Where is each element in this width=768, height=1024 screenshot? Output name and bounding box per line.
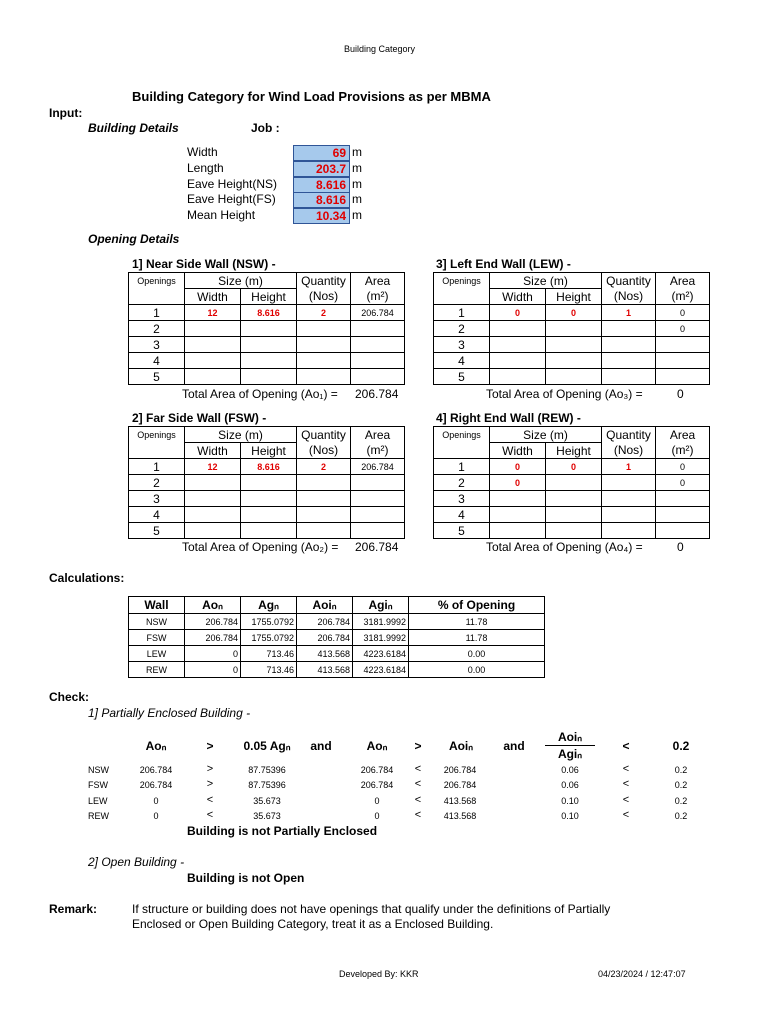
height-cell[interactable]: 8.616 xyxy=(241,459,297,475)
dim-unit: m xyxy=(352,177,362,191)
fsw-openings-table: Openings Size (m) Quantity Area Width Height (Nos) (m²) 1 12 8.616 2 206.784 2 3 4 5 xyxy=(128,426,405,539)
table-row: 2 0 xyxy=(434,321,710,337)
dim-unit: m xyxy=(352,192,362,206)
table-row: 2 xyxy=(129,321,405,337)
table-row: 5 xyxy=(129,369,405,385)
dim-label-length: Length xyxy=(187,161,224,175)
dim-unit: m xyxy=(352,161,362,175)
table-row: 4 xyxy=(129,507,405,523)
table-row: 4 xyxy=(434,353,710,369)
col-m2: (m²) xyxy=(351,289,405,305)
table-row: 4 xyxy=(434,507,710,523)
dim-unit: m xyxy=(352,208,362,222)
table-row: 4 xyxy=(129,353,405,369)
dim-label-mean-height: Mean Height xyxy=(187,208,256,222)
table-row: 1 12 8.616 2 206.784 xyxy=(129,305,405,321)
building-details-label: Building Details xyxy=(88,121,179,135)
wall-title-nsw: 1] Near Side Wall (NSW) - xyxy=(132,257,276,271)
height-cell[interactable]: 0 xyxy=(546,459,602,475)
nsw-openings-table xyxy=(128,272,405,385)
input-label: Input: xyxy=(49,106,83,120)
table-row: 3 xyxy=(129,491,405,507)
total-value-rew: 0 xyxy=(677,540,684,554)
col-area: Area xyxy=(351,273,405,289)
wall-title-rew: 4] Right End Wall (REW) - xyxy=(436,411,581,425)
footer-developer: Developed By: KKR xyxy=(339,969,419,979)
wall-title-fsw: 2] Far Side Wall (FSW) - xyxy=(132,411,267,425)
col-quantity: Quantity xyxy=(297,273,351,289)
col-size: Size (m) xyxy=(185,273,297,289)
page-header: Building Category xyxy=(344,44,416,54)
check-row-wall: FSW xyxy=(88,780,108,790)
eave-height-fs-input[interactable]: 8.616 xyxy=(293,192,350,208)
remark-label: Remark: xyxy=(49,902,98,916)
dim-label-eave-ns: Eave Height(NS) xyxy=(187,177,278,191)
table-row: 3 xyxy=(434,337,710,353)
dim-label-width: Width xyxy=(187,145,218,159)
calc-header: Aoₙ xyxy=(185,597,241,614)
table-row: 5 xyxy=(129,523,405,539)
opening-details-label: Opening Details xyxy=(88,232,180,246)
col-height: Height xyxy=(241,289,297,305)
length-input[interactable]: 203.7 xyxy=(293,161,350,177)
mean-height-input[interactable]: 10.34 xyxy=(293,208,350,224)
calculations-label: Calculations: xyxy=(49,571,125,585)
calculations-table xyxy=(128,596,545,678)
width-cell[interactable]: 0 xyxy=(490,305,546,321)
partially-enclosed-label: 1] Partially Enclosed Building - xyxy=(88,706,251,720)
calc-header: Aoiₙ xyxy=(297,597,353,614)
total-label-nsw: Total Area of Opening (Ao₁) = xyxy=(182,387,338,401)
table-row: 2 xyxy=(129,475,405,491)
dim-unit: m xyxy=(352,145,362,159)
total-label-rew: Total Area of Opening (Ao₄) = xyxy=(486,540,643,554)
calc-header: Agₙ xyxy=(241,597,297,614)
width-cell[interactable]: 0 xyxy=(490,459,546,475)
table-row: FSW 206.784 1755.0792 206.784 3181.9992 11.78 xyxy=(129,630,545,646)
table-row: LEW 0 713.46 413.568 4223.6184 0.00 xyxy=(129,646,545,662)
rew-openings-table: Openings Size (m) Quantity Area Width Height (Nos) (m²) 1 0 0 1 0 2 0 0 3 4 5 xyxy=(433,426,710,539)
calc-header: % of Opening xyxy=(409,597,545,614)
quantity-cell[interactable]: 2 xyxy=(297,305,351,321)
table-row: 3 xyxy=(434,491,710,507)
job-label: Job : xyxy=(251,121,280,135)
width-input[interactable]: 69 xyxy=(293,145,350,161)
width-cell[interactable]: 12 xyxy=(185,459,241,475)
open-building-label: 2] Open Building - xyxy=(88,855,185,869)
col-nos: (Nos) xyxy=(297,289,351,305)
check-row-wall: LEW xyxy=(88,796,108,806)
lew-openings-table: Openings Size (m) Quantity Area Width Height (Nos) (m²) 1 0 0 1 0 2 0 3 4 5 xyxy=(433,272,710,385)
check-row-wall: REW xyxy=(88,811,109,821)
dim-label-eave-fs: Eave Height(FS) xyxy=(187,192,276,206)
table-row: 2 0 0 xyxy=(434,475,710,491)
footer-datetime: 04/23/2024 / 12:47:07 xyxy=(598,969,686,979)
total-value-fsw: 206.784 xyxy=(355,540,399,554)
table-row: 1 0 0 1 0 xyxy=(434,459,710,475)
height-cell[interactable]: 8.616 xyxy=(241,305,297,321)
table-row: REW 0 713.46 413.568 4223.6184 0.00 xyxy=(129,662,545,678)
height-cell[interactable]: 0 xyxy=(546,305,602,321)
table-row: 5 xyxy=(434,369,710,385)
partial-result: Building is not Partially Enclosed xyxy=(187,824,378,838)
eave-height-ns-input[interactable]: 8.616 xyxy=(293,177,350,193)
page-title: Building Category for Wind Load Provisions as per MBMA xyxy=(132,89,491,104)
remark-line-1: If structure or building does not have openings that qualify under the definitions of Partially xyxy=(132,902,611,916)
quantity-cell[interactable]: 1 xyxy=(602,459,656,475)
calc-header: Wall xyxy=(129,597,185,614)
calc-header: Agiₙ xyxy=(353,597,409,614)
table-row: 1 12 8.616 2 206.784 xyxy=(129,459,405,475)
check-row-wall: NSW xyxy=(88,765,109,775)
wall-title-lew: 3] Left End Wall (LEW) - xyxy=(436,257,571,271)
quantity-cell[interactable]: 2 xyxy=(297,459,351,475)
table-row: 3 xyxy=(129,337,405,353)
check-label: Check: xyxy=(49,690,90,704)
col-width: Width xyxy=(185,289,241,305)
quantity-cell[interactable]: 1 xyxy=(602,305,656,321)
table-row: NSW 206.784 1755.0792 206.784 3181.9992 11.78 xyxy=(129,614,545,630)
table-row: 5 xyxy=(434,523,710,539)
open-result: Building is not Open xyxy=(187,871,305,885)
total-value-lew: 0 xyxy=(677,387,684,401)
total-value-nsw: 206.784 xyxy=(355,387,399,401)
col-openings: Openings xyxy=(129,273,185,289)
total-label-lew: Total Area of Opening (Ao₃) = xyxy=(486,387,643,401)
fraction-bar xyxy=(545,745,595,746)
total-label-fsw: Total Area of Opening (Ao₂) = xyxy=(182,540,339,554)
width-cell[interactable]: 12 xyxy=(185,305,241,321)
remark-line-2: Enclosed or Open Building Category, treat it as a Enclosed Building. xyxy=(132,917,494,931)
table-row: 1 0 0 1 0 xyxy=(434,305,710,321)
